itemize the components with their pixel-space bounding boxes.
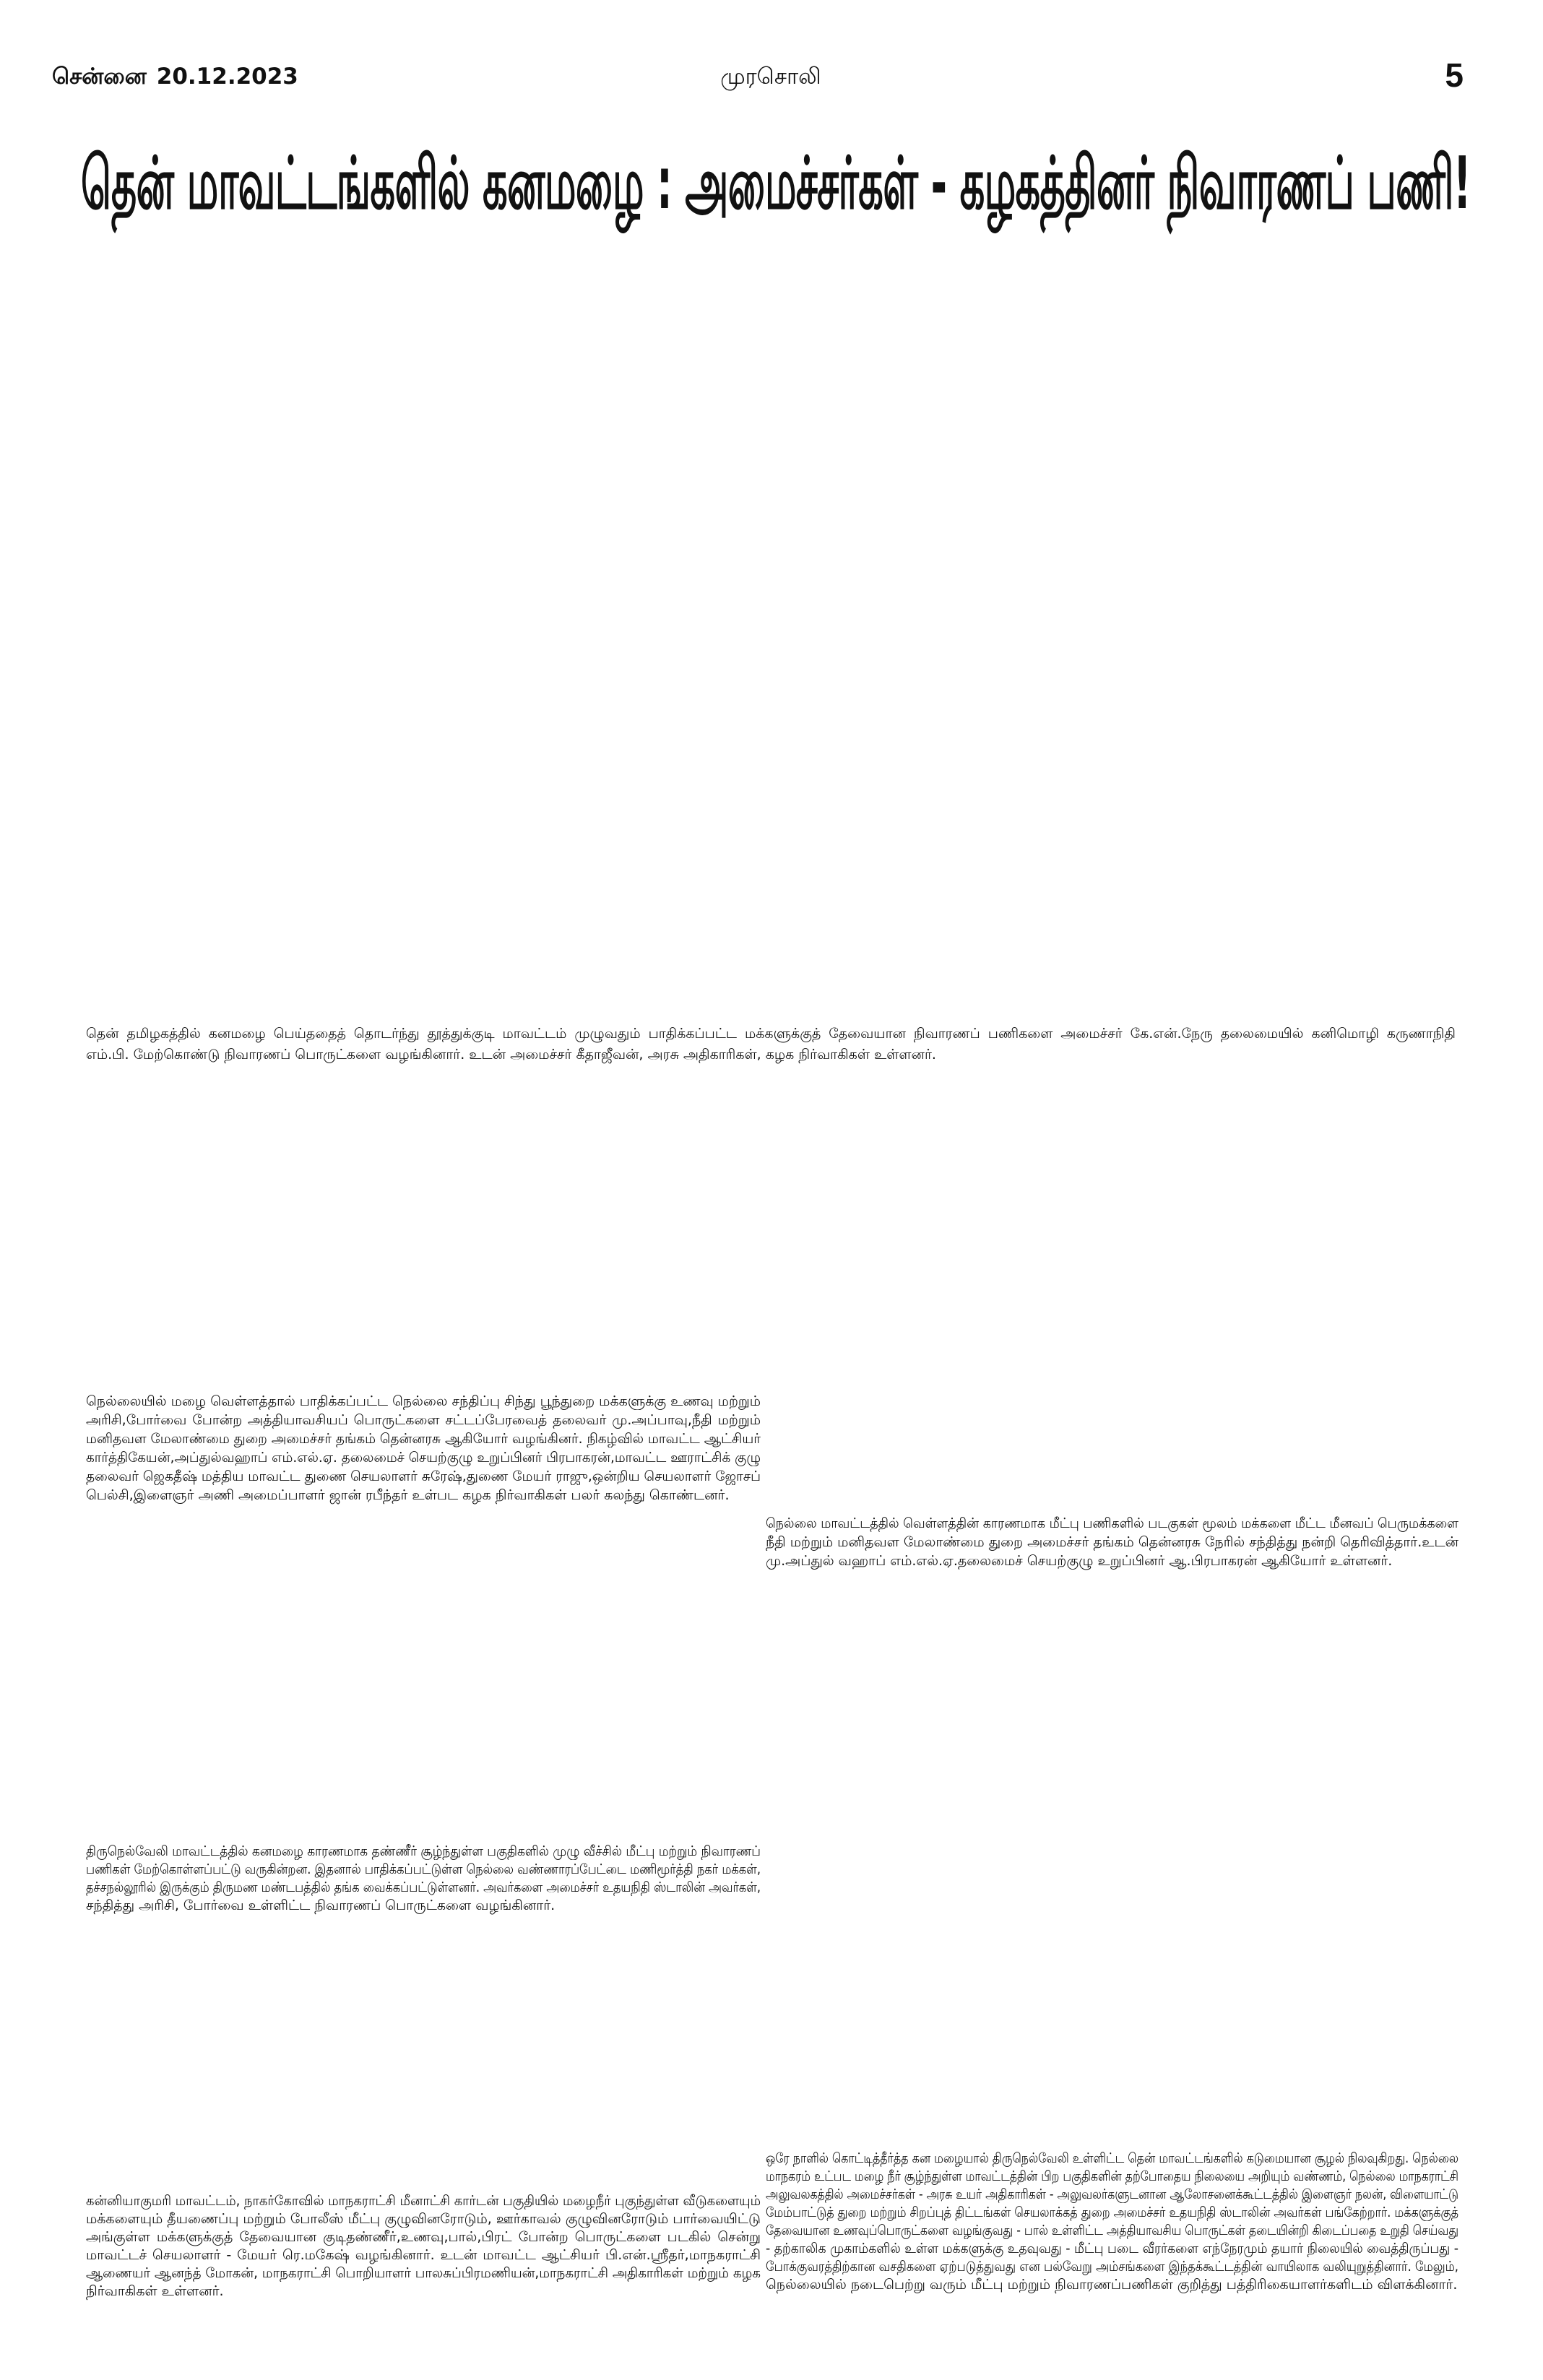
caption-line: பெல்சி,இளைஞர் அணி அமைப்பாளர் ஜான் ரபீந்தர் உள்பட கழக நிர்வாகிகள் பலர் கலந்து கொண்டனர். [86,1487,730,1503]
dateline-date: 20.12.2023 [156,64,298,90]
headline-text: தென் மாவட்டங்களில் கனமழை : அமைச்சர்கள் - கழகத்தினர் நிவாரணப் பணி! [81,141,1471,225]
photo-caption [86,1843,761,1915]
page-number: 5 [1445,56,1464,94]
caption-line: நெல்லையில் நடைபெற்று வரும் மீட்பு மற்றும் நிவாரணப்பணிகள் குறித்து பத்திரிகையாளர்களிடம் விளக்கினார். [766,2277,1458,2293]
photo-caption [766,1514,1458,1570]
caption-line: கன்னியாகுமரி மாவட்டம், நாகர்கோவில் மாநகராட்சி மீனாட்சி கார்டன் பகுதியில் மழைநீர் புகுந்துள்ள வீடுகளையும் [86,2193,761,2209]
dateline-city: சென்னை [52,64,147,90]
photo-caption [86,1392,761,1505]
caption-line: மேம்பாட்டுத் துறை மற்றும் சிறப்புத் திட்டங்கள் செயலாக்கத் துறை அமைச்சர் உதயநிதி ஸ்டாலின் அவர்கள் பங்கேற்றார். மக்களுக்குத் [766,2204,1458,2220]
photo-area [81,1517,763,1835]
caption-line: தச்சநல்லூரில் இருக்கும் திருமண மண்டபத்தில் தங்க வைக்கப்பட்டுள்ளனர். அவர்களை அமைச்சர் உதயநிதி ஸ்டாலின் அவர்கள், [86,1879,761,1895]
photo-caption [86,2192,761,2301]
caption-line: தென் தமிழகத்தில் கனமழை பெய்ததைத் தொடர்ந்து தூத்துக்குடி மாவட்டம் முழுவதும் பாதிக்கப்பட்ட மக்களுக்குத் தேவையான நிவாரணப் பணிகளை அமைச்சர் கே.என்.நேரு தலைமையில் கனிமொழி கருணாநிதி [86,1026,1456,1042]
photo-area [766,1582,1461,2138]
photo-caption [766,2150,1458,2294]
caption-line: எம்.பி. மேற்கொண்டு நிவாரணப் பொருட்களை வழங்கினார். உடன் அமைச்சர் கீதாஜீவன், அரசு அதிகாரிகள், கழக நிர்வாகிகள் உள்ளனர். [86,1047,936,1063]
photo-area [766,1076,1461,1502]
caption-line: திருநெல்வேலி மாவட்டத்தில் கனமழை காரணமாக தண்ணீர் சூழ்ந்துள்ள பகுதிகளில் முழு வீச்சில் மீட்பு மற்றும் நிவாரணப் [86,1843,761,1859]
caption-line: அரிசி,போர்வை போன்ற அத்தியாவசியப் பொருட்களை சட்டப்பேரவைத் தலைவர் மு.அப்பாவு,நீதி மற்றும் [86,1412,761,1428]
caption-line: தலைவர் ஜெகதீஷ் மத்திய மாவட்ட துணை செயலாளர் சுரேஷ்,துணை மேயர் ராஜு,ஒன்றிய செயலாளர் ஜோசப் [86,1468,761,1484]
caption-line: நீதி மற்றும் மனிதவள மேலாண்மை துறை அமைச்சர் தங்கம் தென்னரசு நேரில் சந்தித்து நன்றி தெரிவித்தார்.உடன் [766,1534,1458,1550]
caption-line: பணிகள் மேற்கொள்ளப்பட்டு வருகின்றன. இதனால் பாதிக்கப்பட்டுள்ள நெல்லை வண்ணாரப்பேட்டை மணிமூர்த்தி நகர் மக்கள், [86,1861,761,1877]
photo-area [81,1076,763,1380]
caption-line: நெல்லையில் மழை வெள்ளத்தால் பாதிக்கப்பட்ட நெல்லை சந்திப்பு சிந்து பூந்துறை மக்களுக்கு உணவு மற்றும் [86,1393,761,1409]
caption-line: மனிதவள மேலாண்மை துறை அமைச்சர் தங்கம் தென்னரசு ஆகியோர் வழங்கினர். நிகழ்வில் மாவட்ட ஆட்சியர் [86,1431,761,1447]
headline [81,134,1471,233]
caption-line: அலுவலகத்தில் அமைச்சர்கள் - அரசு உயர் அதிகாரிகள் - அலுவலர்களுடனான ஆலோசனைக்கூட்டத்தில் இளைஞர் நலன், விளையாட்டு [766,2186,1458,2202]
caption-line: அங்குள்ள மக்களுக்குத் தேவையான குடிதண்ணீர்,உணவு,பால்,பிரட் போன்ற பொருட்களை படகில் சென்று [86,2229,761,2245]
caption-line: போக்குவரத்திற்கான வசதிகளை ஏற்படுத்துவது என பல்வேறு அம்சங்களை இந்தக்கூட்டத்தின் வாயிலாக வலியுறுத்தினார். மேலும், [766,2259,1458,2275]
caption-line: சந்தித்து அரிசி, போர்வை உள்ளிட்ட நிவாரணப் பொருட்களை வழங்கினார். [86,1897,556,1913]
caption-line: கார்த்திகேயன்,அப்துல்வஹாப் எம்.எல்.ஏ. தலைமைச் செயற்குழு உறுப்பினர் பிரபாகரன்,மாவட்ட ஊராட்சிக் குழு [86,1450,761,1466]
newspaper-name: முரசொலி [720,64,821,90]
caption-line: மாவட்டச் செயலாளர் - மேயர் ரெ.மகேஷ் வழங்கினார். உடன் மாவட்ட ஆட்சியர் பி.என்.ஸ்ரீதர்,மாநகராட்சி [86,2247,761,2263]
caption-line: ஆணையர் ஆனந்த் மோகன், மாநகராட்சி பொறியாளர் பாலசுப்பிரமணியன்,மாநகராட்சி அதிகாரிகள் மற்றும் கழக [86,2265,761,2281]
photo-area [81,238,1471,1011]
caption-line: - தற்காலிக முகாம்களில் உள்ள மக்களுக்கு உதவுவது - மீட்பு படை வீரர்களை எந்நேரமும் தயார் நிலையில் வைத்திருப்பது - [766,2241,1458,2256]
caption-line: ஒரே நாளில் கொட்டித்தீர்த்த கன மழையால் திருநெல்வேலி உள்ளிட்ட தென் மாவட்டங்களில் கடுமையான சூழல் நிலவுகிறது. நெல்லை [766,2150,1458,2166]
caption-line: நிர்வாகிகள் உள்ளனர். [86,2283,224,2299]
caption-line: மு.அப்துல் வஹாப் எம்.எல்.ஏ.தலைமைச் செயற்குழு உறுப்பினர் ஆ.பிரபாகரன் ஆகியோர் உள்ளனர். [766,1553,1393,1569]
dateline [52,61,298,92]
caption-line: மாநகரம் உட்பட மழை நீர் சூழ்ந்துள்ள மாவட்டத்தின் பிற பகுதிகளின் தற்போதைய நிலையை அறியும் வண்ணம், நெல்லை மாநகராட்சி [766,2168,1458,2184]
photo-area [81,1929,763,2181]
caption-line: மக்களையும் தீயணைப்பு மற்றும் போலீஸ் மீட்பு குழுவினரோடும், ஊர்காவல் குழுவினரோடும் பார்வையிட்டு [86,2211,761,2227]
caption-line: நெல்லை மாவட்டத்தில் வெள்ளத்தின் காரணமாக மீட்பு பணிகளில் படகுகள் மூலம் மக்களை மீட்ட மீனவப் பெருமக்களை [766,1515,1458,1531]
caption-line: தேவையான உணவுப்பொருட்களை வழங்குவது - பால் உள்ளிட்ட அத்தியாவசிய பொருட்கள் தடையின்றி கிடைப்பதை உறுதி செய்வது [766,2223,1458,2238]
photo-caption [86,1024,1456,1065]
